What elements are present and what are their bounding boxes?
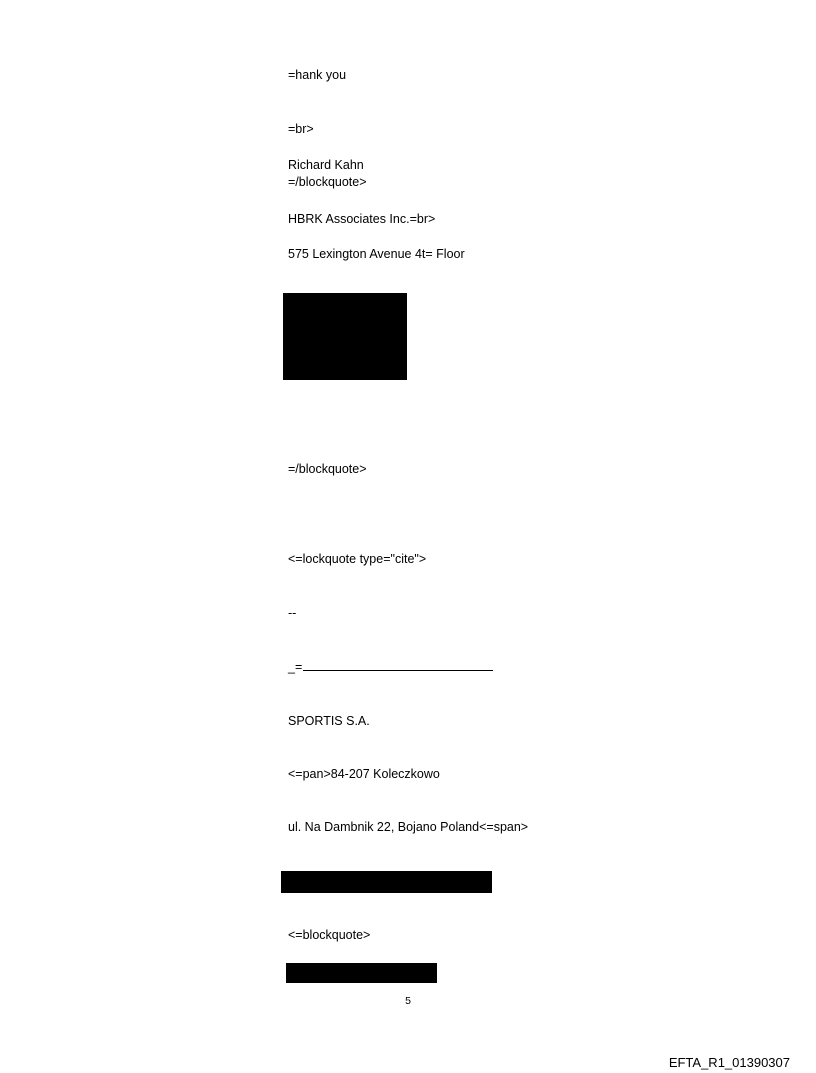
signer-name-line: Richard Kahn	[288, 158, 364, 172]
blockquote-open-line: <=blockquote>	[288, 928, 371, 942]
signature-prefix: _=	[288, 660, 303, 674]
organization-name-line: SPORTIS S.A.	[288, 714, 370, 728]
postal-code-line: <=pan>84-207 Koleczkowo	[288, 767, 440, 781]
street-address-line: ul. Na Dambnik 22, Bojano Poland<=span>	[288, 820, 529, 834]
blockquote-close-line: =/blockquote>	[288, 175, 367, 189]
blockquote-close-line: =/blockquote>	[288, 462, 367, 476]
redaction-block	[281, 871, 492, 893]
page-number: 5	[405, 995, 411, 1007]
closing-thanks-line: =hank you	[288, 68, 347, 82]
redaction-block	[283, 293, 407, 380]
html-br-artifact-line: =br>	[288, 122, 314, 136]
cite-blockquote-open-line: <=lockquote type="cite">	[288, 552, 427, 566]
redaction-block	[286, 963, 437, 983]
signature-underline-line	[288, 659, 493, 675]
company-name-line: HBRK Associates Inc.=br>	[288, 212, 436, 226]
document-id: EFTA_R1_01390307	[668, 1055, 790, 1070]
signature-dashes-line: --	[288, 606, 297, 620]
company-address-line: 575 Lexington Avenue 4t= Floor	[288, 247, 465, 261]
signature-underline	[303, 659, 493, 671]
